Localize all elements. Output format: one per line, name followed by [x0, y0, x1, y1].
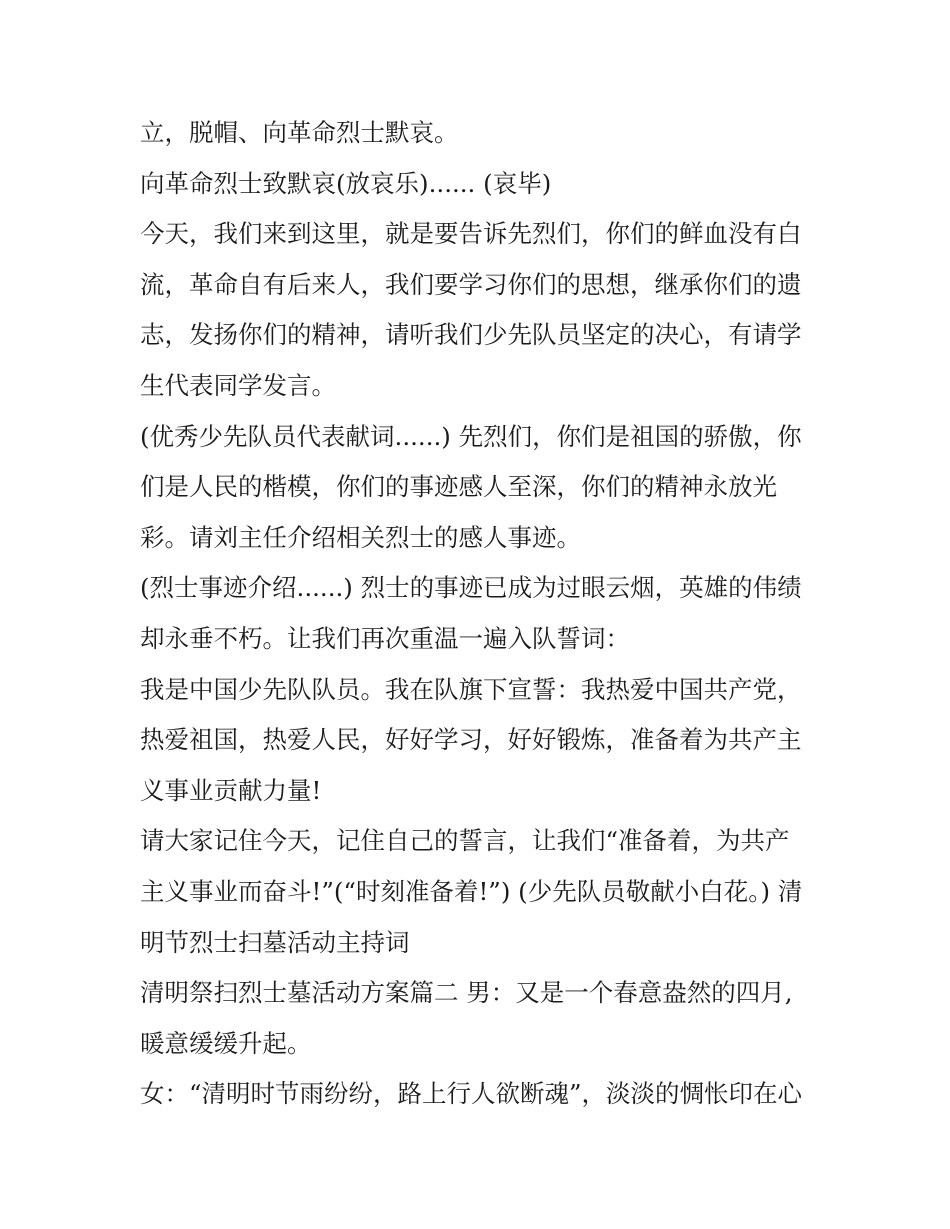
text-line-4: 流，革命自有后来人，我们要学习你们的思想，继承你们的遗 — [140, 269, 802, 299]
text-line-6: 生代表同学发言。 — [140, 370, 336, 400]
text-line-8: 们是人民的楷模，你们的事迹感人至深，你们的精神永放光 — [140, 472, 777, 502]
text-line-20: 女：“清明时节雨纷纷，路上行人欲断魂”，淡淡的惆怅印在心 — [140, 1079, 803, 1109]
text-line-7: (优秀少先队员代表献词......) 先烈们，你们是祖国的骄傲，你 — [140, 421, 802, 451]
text-line-10: (烈士事迹介绍......) 烈士的事迹已成为过眼云烟，英雄的伟绩 — [140, 573, 802, 603]
text-line-11: 却永垂不朽。让我们再次重温一遍入队誓词： — [140, 623, 630, 653]
text-line-13: 热爱祖国，热爱人民，好好学习，好好锻炼，准备着为共产主 — [140, 725, 802, 755]
text-line-17: 明节烈士扫墓活动主持词 — [140, 927, 410, 957]
text-line-16: 主义事业而奋斗!”(“时刻准备着!”) (少先队员敬献小白花。) 清 — [140, 876, 803, 906]
text-line-9: 彩。请刘主任介绍相关烈士的感人事迹。 — [140, 522, 581, 552]
text-line-15: 请大家记住今天，记住自己的誓言，让我们“准备着，为共产 — [140, 826, 790, 856]
body-text — [140, 108, 820, 1120]
text-line-14: 义事业贡献力量! — [140, 775, 322, 805]
text-line-5: 志，发扬你们的精神，请听我们少先队员坚定的决心，有请学 — [140, 320, 802, 350]
text-line-1: 立，脱帽、向革命烈士默哀。 — [140, 118, 459, 147]
text-line-3: 今天，我们来到这里，就是要告诉先烈们，你们的鲜血没有白 — [140, 219, 802, 249]
text-line-18: 清明祭扫烈士墓活动方案篇二 男：又是一个春意盎然的四月, — [140, 978, 793, 1008]
text-line-12: 我是中国少先队队员。我在队旗下宣誓：我热爱中国共产党， — [140, 674, 802, 704]
text-line-19: 暖意缓缓升起。 — [140, 1028, 312, 1058]
text-line-2: 向革命烈士致默哀(放哀乐)...... (哀毕) — [140, 168, 552, 198]
